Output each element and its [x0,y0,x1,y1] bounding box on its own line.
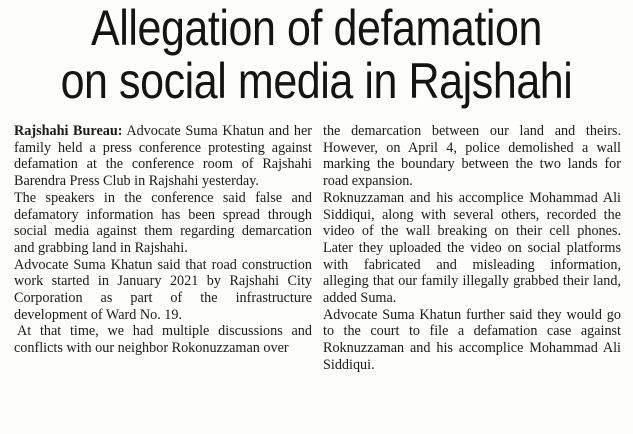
paragraph-1 [14,123,312,190]
headline-line-1: Allegation of defamation [90,0,543,56]
paragraph-2: The speakers in the conference said false and defamatory information has been spread through social media against them regarding demarcation and grabbing land in Rajshahi. [14,189,312,256]
article-column-2 [323,123,621,428]
paragraph-4: At that time, we had multiple discussions and conflicts with our neighbor Rokonuzzaman over [14,323,312,357]
article-body [14,123,621,428]
headline [0,2,633,108]
article-column-1 [14,123,312,428]
paragraph-5: the demarcation between our land and theirs. However, on April 4, police demolished a wall marking the boundary between the two lands for road expansion. [323,123,621,190]
headline-line-2: on social media in Rajshahi [60,53,573,109]
paragraph-6: Roknuzzaman and his accomplice Mohammad Ali Siddiqui, along with several others, recorded the video of the wall breaking on their cell phones. Later they uploaded the video on social platforms with fabricated and misleading information, alleging that our family illegally grabbed their land, added Suma. [323,189,621,307]
paragraph-3: Advocate Suma Khatun said that road construction work started in January 2021 by Rajshahi City Corporation as part of the infrastructure development of Ward No. 19. [14,256,312,323]
dateline: Rajshahi Bureau: [14,123,123,139]
paragraph-7: Advocate Suma Khatun further said they would go to the court to file a defamation case against Roknuzzaman and his accomplice Mohammad Ali Siddiqui. [323,306,621,373]
paragraph-1-text: Advocate Suma Khatun and her family held a press conference protesting against defamation at the conference room of Rajshahi Barendra Press Club in Rajshahi yesterday. [14,123,313,190]
